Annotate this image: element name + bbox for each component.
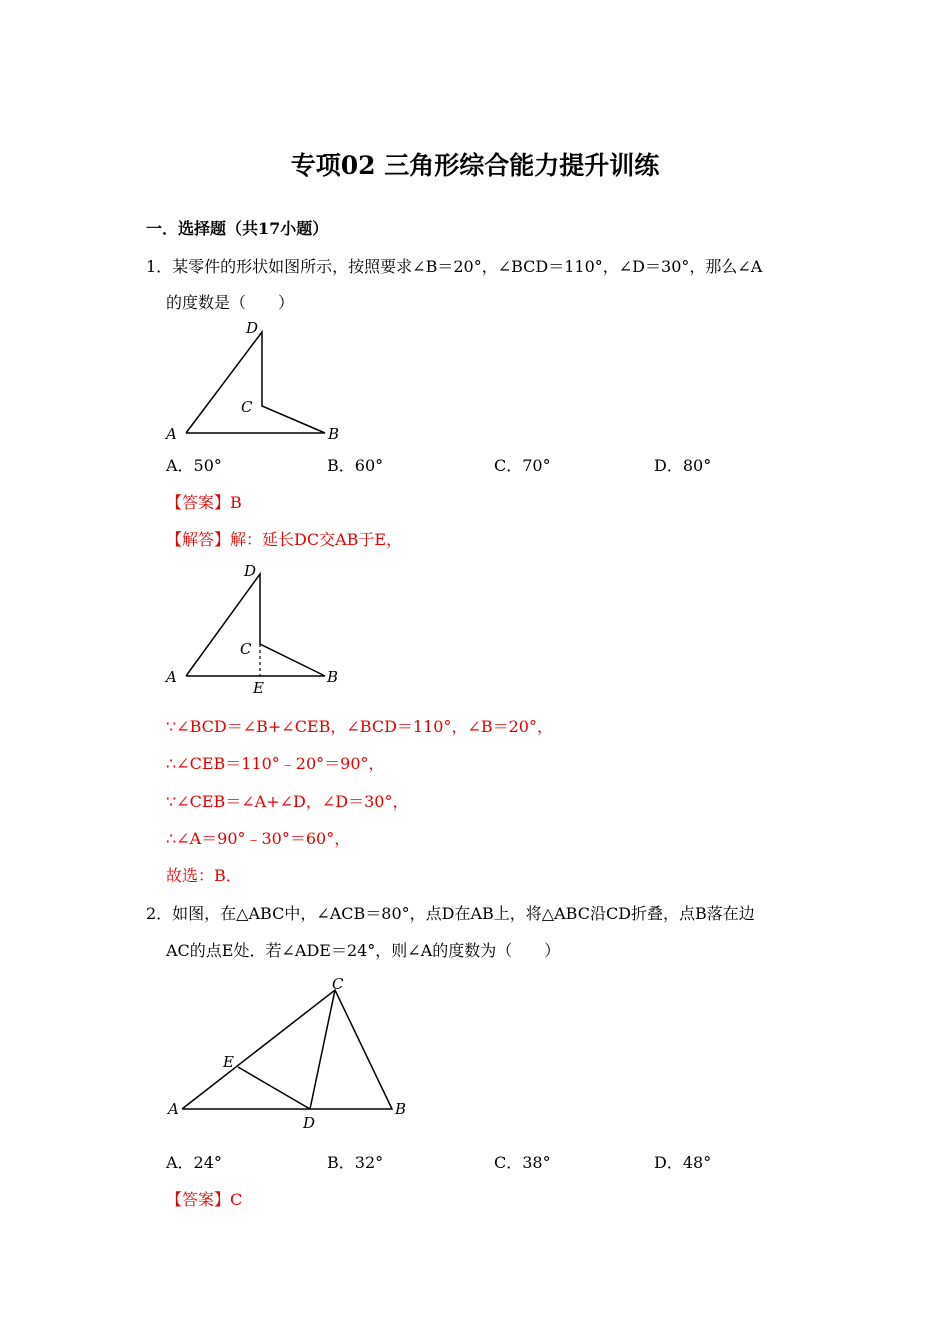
q1-solution-figure bbox=[160, 560, 360, 695]
q1-sol-label-A: A bbox=[166, 668, 177, 686]
q2-label-B: B bbox=[395, 1100, 407, 1118]
q1-figure bbox=[160, 316, 360, 446]
q1-sol-label-C: C bbox=[240, 640, 252, 658]
q2-stem-line1: 2．如图，在△ABC中，∠ACB＝80°，点D在AB上，将△ABC沿CD折叠，点B落在边 bbox=[146, 904, 755, 923]
q2-answer: 【答案】C bbox=[166, 1190, 243, 1209]
q2-label-E: E bbox=[223, 1053, 234, 1071]
page-title: 专项02 三角形综合能力提升训练 bbox=[290, 151, 660, 180]
q1-step-4: ∴∠A＝90°﹣30°＝60°， bbox=[166, 829, 351, 848]
q1-sol-label-D: D bbox=[244, 562, 257, 580]
q2-label-D: D bbox=[303, 1114, 316, 1132]
q1-option-c: C．70° bbox=[494, 456, 551, 475]
q1-sol-label-B: B bbox=[327, 668, 339, 686]
q1-step-5: 故选：B． bbox=[166, 866, 242, 885]
q2-triangle-abc bbox=[182, 990, 392, 1109]
q2-label-A: A bbox=[168, 1100, 179, 1118]
q1-option-d: D．80° bbox=[654, 456, 712, 475]
q1-step-1: ∵∠BCD＝∠B+∠CEB，∠BCD＝110°，∠B＝20°， bbox=[166, 717, 553, 736]
section-heading: 一．选择题（共17小题） bbox=[146, 219, 329, 238]
q1-solution-outline bbox=[186, 574, 325, 676]
q1-analysis: 【解答】解：延长DC交AB于E， bbox=[166, 530, 403, 549]
q1-stem-line2: 的度数是（ ） bbox=[166, 293, 295, 312]
q1-sol-label-E: E bbox=[253, 679, 264, 697]
q2-stem-line2: AC的点E处．若∠ADE＝24°，则∠A的度数为（ ） bbox=[166, 941, 561, 960]
q1-step-2: ∴∠CEB＝110°﹣20°＝90°， bbox=[166, 754, 385, 773]
q1-label-C: C bbox=[241, 398, 253, 416]
q2-option-a: A．24° bbox=[166, 1153, 222, 1172]
q1-label-A: A bbox=[166, 425, 177, 443]
q1-answer: 【答案】B bbox=[166, 493, 242, 512]
q2-segment-cd bbox=[310, 990, 335, 1109]
q1-option-a: A．50° bbox=[166, 456, 222, 475]
q1-stem-line1: 1．某零件的形状如图所示，按照要求∠B＝20°，∠BCD＝110°，∠D＝30°，那么∠A bbox=[146, 257, 763, 276]
q1-figure-outline bbox=[186, 332, 325, 433]
q2-option-c: C．38° bbox=[494, 1153, 551, 1172]
q1-option-b: B．60° bbox=[327, 456, 384, 475]
q2-option-d: D．48° bbox=[654, 1153, 712, 1172]
q2-option-b: B．32° bbox=[327, 1153, 384, 1172]
q2-segment-ed bbox=[238, 1067, 310, 1109]
q2-figure bbox=[160, 970, 430, 1135]
q1-label-D: D bbox=[246, 319, 259, 337]
q2-label-C: C bbox=[332, 975, 344, 993]
q1-step-3: ∵∠CEB＝∠A+∠D，∠D＝30°， bbox=[166, 792, 409, 811]
q1-label-B: B bbox=[328, 425, 340, 443]
